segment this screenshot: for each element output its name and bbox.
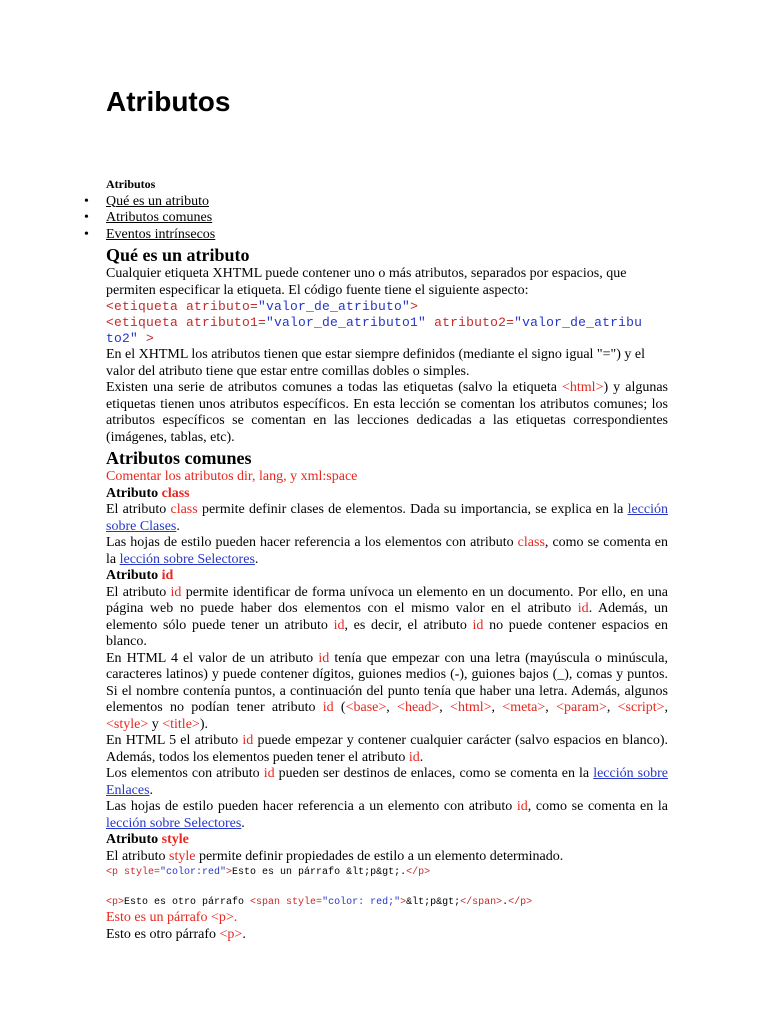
attribute-name: style [169,848,196,864]
code-example [106,895,668,910]
link-selectores[interactable]: lección sobre Selectores [106,815,242,831]
editor-note: Comentar los atributos dir, lang, y xml:space [106,469,358,484]
text: En HTML 4 el valor de un atributo [106,650,319,666]
text: Las hojas de estilo pueden hacer referencia a los elementos con atributo [106,535,518,550]
text: . [241,815,245,831]
attribute-name: id [322,700,334,715]
inline-tag: <meta> [502,700,546,715]
code-block [106,315,668,347]
text: no puede contener espacios en blanco. [106,617,668,649]
code-token: <etiqueta atributo= [106,299,259,314]
attribute-name: id [170,584,182,600]
text: En HTML 5 el atributo [106,733,243,748]
text: . Además, un elemento sólo puede tener un atributo [106,601,668,633]
attribute-name: class [170,502,198,517]
attribute-name: id [472,617,484,633]
code-token: . [502,897,509,908]
spacer [106,880,668,895]
code-token: &lt;p&gt; [406,897,461,908]
paragraph [106,585,668,651]
attribute-name: id [242,733,254,748]
toc-item[interactable] [84,210,668,227]
paragraph [106,849,668,866]
text: puede empezar y contener cualquier carácter (salvo espacios en blanco). Además, todos los elementos pueden tener el atributo [106,733,669,765]
text: . [176,518,180,534]
inline-tag: <param> [556,700,607,715]
paragraph [106,799,668,832]
paragraph [106,380,668,446]
text: ( [333,700,346,715]
attribute-name: id [408,749,420,765]
text: . [149,782,154,798]
code-token: Esto es un párrafo &lt;p&gt;. [232,867,407,878]
inline-tag: <script> [617,700,665,715]
subheading-style [106,832,668,849]
toc-item[interactable] [84,226,668,244]
table-of-contents [84,193,668,244]
paragraph [106,535,668,568]
code-token: "color:red" [160,867,227,878]
text: ). [199,716,208,732]
inline-tag: <style> [106,716,149,732]
subheading-id [106,568,668,585]
text: Atributo [106,832,162,847]
code-token: </p> [406,867,431,878]
link-selectores[interactable]: lección sobre Selectores [119,551,255,567]
link-enlaces[interactable]: lección sobre Enlaces [106,766,668,798]
code-token: <span style= [250,897,323,908]
paragraph [106,766,668,799]
code-token: </p> [508,897,533,908]
code-token: > [138,331,155,346]
section-heading-comunes: Atributos comunes [106,448,252,468]
code-token: "valor_de_atribu to2" [106,315,651,346]
code-token: atributo2= [426,315,515,330]
page-title: Atributos [106,86,231,117]
code-token: <etiqueta atributo1= [106,315,267,330]
text: permite identificar de forma unívoca un elemento en un documento. Por ello, en una página web no puede haber dos elementos con el mismo valor en el atributo [106,584,668,616]
text: pueden ser destinos de enlaces, como se comenta en la [274,766,594,781]
code-token: </span> [460,897,503,908]
code-token: "valor_de_atributo" [258,299,411,314]
text: , como se comenta en la [527,799,668,814]
text: Las hojas de estilo pueden hacer referencia a un elemento con atributo [106,799,517,814]
code-token: "color: red;" [322,897,401,908]
toc-link[interactable]: Atributos comunes [106,210,213,225]
text: . [419,749,424,765]
text: El atributo [106,584,171,600]
attribute-name: class [161,485,190,501]
code-token: > [226,867,233,878]
text: Atributo [106,568,162,583]
attribute-name: id [333,617,345,633]
subheading-class [106,486,668,503]
text: tenía que empezar con una letra (mayúscula o minúscula, caracteres latinos) y puede contener dígitos, guiones medios (-), guiones bajos (_), comas y puntos. Si el nombre contenía puntos, a continuación del punto tenía que haber una letra. Además, algunos elementos no podían tener atributo [106,650,669,715]
link-clases[interactable]: lección sobre Clases [106,502,668,534]
text: permite definir clases de elementos. Dada su importancia, se explica en la [197,502,628,517]
paragraph [106,733,668,766]
paragraph: En HTML 4 el valor de un atributo id tenía que empezar con una letra (mayúscula o minúscula, caracteres latinos) y puede contener dígitos, guiones medios (-), guiones bajos (_), comas y puntos. Si el nombre contenía puntos, a continuación del punto tenía que haber una letra. Además, algunos elementos no podían tener atributo id (<base>, <head>, <html>, <meta>, <param>, <script>, <style> y <title>). [106,650,669,732]
document-body [84,176,669,943]
attribute-name: id [577,601,589,616]
text: El atributo [106,502,171,517]
inline-tag: <base> [345,700,387,715]
attribute-name: style [161,832,189,847]
toc-item[interactable] [84,193,668,211]
toc-link[interactable]: Eventos intrínsecos [106,226,216,242]
attribute-name: id [161,568,174,583]
code-token: <p style= [106,867,161,878]
inline-tag: <html> [450,700,492,715]
inline-tag: <head> [397,700,440,715]
attribute-name: id [516,799,528,814]
paragraph: En el XHTML los atributos tienen que estar siempre definidos (mediante el signo igual "=") y el valor del atributo tiene que estar entre comillas dobles o simples. [106,347,646,379]
paragraph [106,502,668,535]
text: , como se comenta en la [106,535,668,567]
rendered-example: Esto es un párrafo <p>. [106,910,238,925]
rendered-example [106,927,668,944]
text: . [254,551,259,567]
text: Esto es otro párrafo [106,926,220,942]
text: ) y algunas etiquetas tienen unos atributos específicos. En esta lección se comentan los atributos comunes; los atributos específicos se comentan en las lecciones dedicadas a las etiquetas correspondientes (imágenes, tablas, etc). [106,380,669,445]
inline-tag: <title> [162,716,200,732]
bullet-icon: • [84,193,89,209]
text: , es decir, el atributo [344,617,473,633]
code-token: <p> [106,897,125,908]
paragraph: Cualquier etiqueta XHTML puede contener uno o más atributos, separados por espacios, que permiten especificar la etiqueta. El código fuente tiene el siguiente aspecto: [106,266,627,298]
toc-heading: Atributos [106,177,156,191]
code-block [106,299,668,315]
text: Los elementos con atributo [106,766,264,781]
inline-tag: <html> [562,380,604,395]
section-heading-que-es: Qué es un atributo [106,245,250,265]
toc-link[interactable]: Qué es un atributo [106,193,210,209]
code-example [106,865,668,880]
inline-tag: <p> [219,926,243,942]
code-token: Esto es otro párrafo [124,897,251,908]
code-token: > [400,897,407,908]
text: permite definir propiedades de estilo a un elemento determinado. [195,848,564,864]
text: . [242,926,246,942]
attribute-name: id [318,650,330,666]
attribute-name: id [263,766,275,781]
text: Existen una serie de atributos comunes a todas las etiquetas (salvo la etiqueta [106,380,562,395]
bullet-icon: • [84,210,89,225]
text: El atributo [106,848,169,864]
bullet-icon: • [84,226,89,242]
text: Atributo [106,485,162,501]
attribute-name: class [517,535,545,550]
code-token: "valor_de_atributo1" [266,315,427,330]
code-token: > [410,299,419,314]
